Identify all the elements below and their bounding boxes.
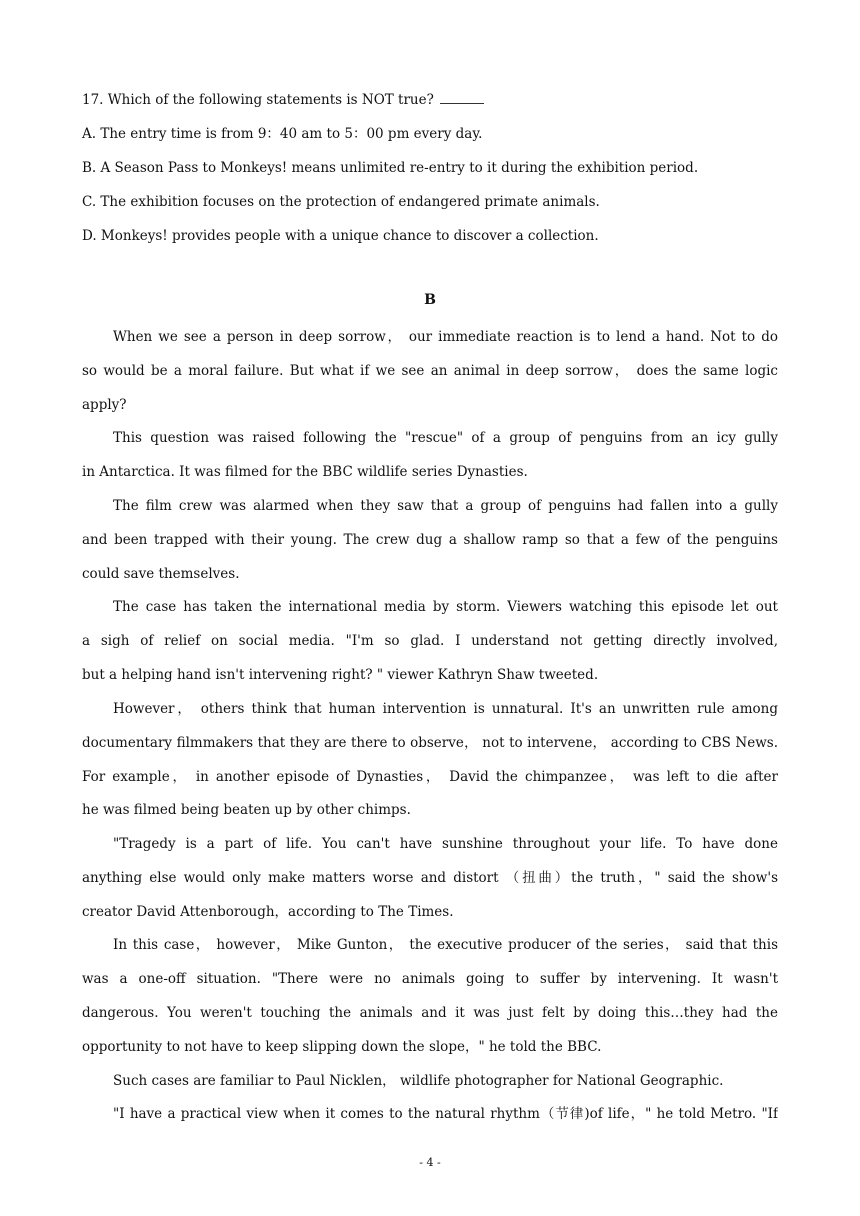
passage-line: so would be a moral failure. But what if we see an animal in deep sorrow， does the same logic	[82, 363, 778, 379]
passage-line: "I have a practical view when it comes to the natural rhythm（节律)of life，" he told Metro. "If	[113, 1106, 778, 1122]
passage-line: apply?	[82, 397, 127, 413]
option-d: D. Monkeys! provides people with a unique chance to discover a collection.	[82, 228, 599, 244]
passage-line: This question was raised following the "rescue" of a group of penguins from an icy gully	[113, 430, 778, 446]
passage-line: dangerous. You weren't touching the animals and it was just felt by doing this…they had the	[82, 1005, 778, 1021]
passage-line: documentary filmmakers that they are there to observe， not to intervene， according to CBS News.	[82, 735, 778, 751]
passage-line: in Antarctica. It was filmed for the BBC wildlife series Dynasties.	[82, 464, 528, 480]
page-number: - 4 -	[419, 1156, 441, 1169]
passage-line: but a helping hand isn't intervening right? " viewer Kathryn Shaw tweeted.	[82, 667, 599, 683]
passage-line: creator David Attenborough，according to The Times.	[82, 904, 454, 920]
answer-blank	[440, 91, 484, 104]
passage-line: opportunity to not have to keep slipping down the slope，" he told the BBC.	[82, 1039, 602, 1055]
passage-line: a sigh of relief on social media. "I'm so glad. I understand not getting directly involved,	[82, 633, 778, 649]
passage-line: and been trapped with their young. The crew dug a shallow ramp so that a few of the penguins	[82, 532, 778, 548]
passage-line: For example， in another episode of Dynasties， David the chimpanzee， was left to die after	[82, 769, 778, 785]
passage-line: was a one-off situation. "There were no animals going to suffer by intervening. It wasn't	[82, 971, 778, 987]
passage-line: In this case， however， Mike Gunton， the executive producer of the series， said that this	[113, 937, 778, 953]
passage-line: The case has taken the international media by storm. Viewers watching this episode let out	[113, 599, 778, 615]
option-a: A. The entry time is from 9：40 am to 5：00 pm every day.	[82, 126, 483, 142]
option-c: C. The exhibition focuses on the protection of endangered primate animals.	[82, 194, 600, 210]
passage-line: When we see a person in deep sorrow， our immediate reaction is to lend a hand. Not to do	[113, 329, 778, 345]
passage-line: could save themselves.	[82, 566, 240, 582]
question-stem-text: 17. Which of the following statements is NOT true?	[82, 92, 434, 108]
passage-line: Such cases are familiar to Paul Nicklen， wildlife photographer for National Geographic.	[113, 1073, 724, 1089]
passage-line: The film crew was alarmed when they saw that a group of penguins had fallen into a gully	[113, 498, 778, 514]
passage-line: "Tragedy is a part of life. You can't have sunshine throughout your life. To have done	[113, 836, 778, 852]
option-b: B. A Season Pass to Monkeys! means unlimited re-entry to it during the exhibition period.	[82, 160, 699, 176]
passage-line: he was filmed being beaten up by other chimps.	[82, 802, 411, 818]
question-17-stem	[82, 90, 778, 110]
passage-line: However， others think that human intervention is unnatural. It's an unwritten rule among	[113, 701, 778, 717]
passage-line: anything else would only make matters worse and distort （扭曲）the truth，" said the show's	[82, 870, 778, 886]
section-heading: B	[424, 292, 436, 308]
